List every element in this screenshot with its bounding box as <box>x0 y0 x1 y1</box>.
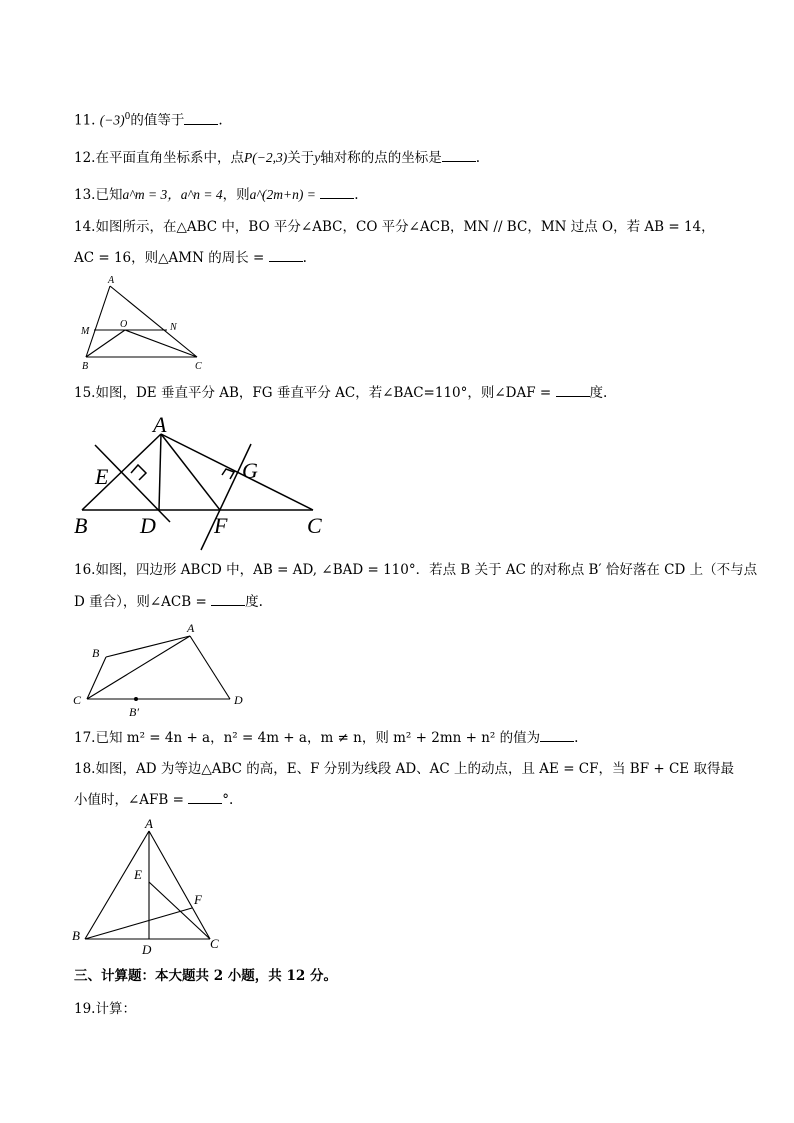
q12-number: 12. <box>74 150 96 166</box>
q11-math: (−3) <box>99 112 125 128</box>
question-14-line1 <box>74 218 715 236</box>
q12-text2: 关于 <box>287 150 315 166</box>
q15-text: 如图，DE 垂直平分 AB，FG 垂直平分 AC，若∠BAC=110°，则∠DAF = <box>95 385 552 401</box>
q16-answer-blank[interactable] <box>211 593 245 606</box>
q15-unit: 度. <box>589 385 608 401</box>
q18-answer-blank[interactable] <box>188 791 222 804</box>
q11-exponent: 0 <box>124 112 131 122</box>
question-18-line1 <box>74 760 734 778</box>
q15-number: 15. <box>74 385 96 401</box>
fig14-segment-oc <box>125 330 197 357</box>
q17-number: 17. <box>74 730 96 746</box>
question-16-line2 <box>74 593 263 611</box>
fig14-segment-bo <box>86 330 125 357</box>
q12-text1: 在平面直角坐标系中，点 <box>95 150 244 166</box>
q12-answer-blank[interactable] <box>442 149 476 162</box>
fig18-label-d: D <box>142 942 152 957</box>
q18-number: 18. <box>74 761 96 777</box>
fig18-side-ac <box>149 831 210 939</box>
q17-text: 已知 m² = 4n + a，n² = 4m + a，m ≠ n，则 m² + 2mn + n² 的值为 <box>95 730 541 746</box>
question-14-line2 <box>74 249 307 267</box>
figure-16 <box>70 620 255 720</box>
q16-line1: 如图，四边形 ABCD 中，AB = AD, ∠BAD = 110°．若点 B 关于 AC 的对称点 B′ 恰好落在 CD 上（不与点 <box>95 562 758 578</box>
fig18-label-c: C <box>210 936 219 951</box>
figure-15 <box>70 412 335 554</box>
fig14-label-o: O <box>120 319 128 330</box>
q12-text3: 轴对称的点的坐标是 <box>320 150 442 166</box>
question-16-line1 <box>74 561 757 579</box>
q16-unit: 度. <box>245 594 263 610</box>
q13-number: 13. <box>74 187 96 203</box>
q12-end: . <box>475 150 481 166</box>
fig18-label-b: B <box>72 928 80 943</box>
q17-end: . <box>574 730 579 746</box>
fig15-right-angle-g <box>222 469 234 479</box>
fig16-label-a: A <box>187 621 195 635</box>
fig15-label-f: F <box>214 513 228 538</box>
question-11 <box>74 108 223 130</box>
fig15-segment-af <box>161 434 220 510</box>
q13-text1: 已知 <box>95 187 123 203</box>
q14-end: . <box>302 250 307 266</box>
q13-expression: a^(2m+n) = <box>249 187 316 202</box>
q18-unit: °. <box>222 792 234 808</box>
fig18-label-e: E <box>134 867 142 882</box>
question-17 <box>74 729 578 747</box>
fig16-diagonal-ca <box>87 636 190 699</box>
fig18-label-f: F <box>194 892 202 907</box>
q11-text: 的值等于 <box>130 112 185 129</box>
q13-condition: a^m = 3，a^n = 4 <box>122 187 223 202</box>
question-15 <box>74 384 607 402</box>
q12-axis: y <box>314 150 321 165</box>
fig15-segment-ad <box>159 434 161 510</box>
q14-line1: 如图所示，在△ABC 中，BO 平分∠ABC，CO 平分∠ACB，MN // BC，MN 过点 O，若 AB = 14， <box>95 219 715 235</box>
q11-end: . <box>218 112 223 129</box>
fig14-label-n: N <box>170 322 177 333</box>
q14-line2: AC = 16，则△AMN 的周长 = <box>74 250 265 266</box>
q13-end: . <box>354 187 359 203</box>
section-3-heading: 三、计算题：本大题共 2 小题，共 12 分。 <box>74 968 337 984</box>
fig14-label-m: M <box>81 326 90 337</box>
q13-answer-blank[interactable] <box>320 186 354 199</box>
question-12 <box>74 149 480 167</box>
q11-number: 11. <box>74 112 96 129</box>
fig15-label-a: A <box>153 412 167 437</box>
q16-number: 16. <box>74 562 96 578</box>
fig16-label-d: D <box>234 693 243 707</box>
q14-answer-blank[interactable] <box>269 249 303 262</box>
figure-18 <box>70 815 230 957</box>
fig16-label-c: C <box>73 693 82 707</box>
q17-answer-blank[interactable] <box>540 729 574 742</box>
fig16-label-b-prime: B′ <box>129 705 139 719</box>
fig15-label-c: C <box>307 513 322 538</box>
q11-answer-blank[interactable] <box>184 112 218 125</box>
fig15-right-angle-e <box>131 465 146 480</box>
fig14-label-b: B <box>82 361 89 372</box>
q18-line2: 小值时，∠AFB = <box>74 792 184 808</box>
q12-point: P(−2,3) <box>243 150 288 165</box>
q18-line1: 如图，AD 为等边△ABC 的高，E、F 分别为线段 AD、AC 上的动点，且 AE = CF，当 BF + CE 取得最 <box>95 761 734 777</box>
question-18-line2 <box>74 791 233 809</box>
fig15-label-d: D <box>140 513 156 538</box>
fig16-point-b-prime <box>134 697 138 701</box>
fig15-label-b: B <box>74 513 88 538</box>
q13-text2: ，则 <box>222 187 250 203</box>
fig15-label-g: G <box>242 458 258 483</box>
fig16-label-b: B <box>92 646 100 660</box>
question-13 <box>74 186 358 204</box>
q19-text: 计算： <box>95 1001 136 1017</box>
q16-line2: D 重合），则∠ACB = <box>74 594 207 610</box>
figure-14 <box>80 272 210 374</box>
fig18-label-a: A <box>145 816 153 831</box>
fig14-label-c: C <box>195 361 202 372</box>
fig16-side-ba <box>106 636 190 657</box>
fig14-label-a: A <box>108 275 115 286</box>
fig15-label-e: E <box>95 464 109 489</box>
q19-number: 19. <box>74 1001 96 1017</box>
question-19 <box>74 1000 136 1018</box>
fig14-side-ab <box>86 286 110 357</box>
q14-number: 14. <box>74 219 96 235</box>
fig18-segment-ec <box>149 882 210 939</box>
fig16-side-ad <box>190 636 230 699</box>
q15-answer-blank[interactable] <box>556 384 590 397</box>
